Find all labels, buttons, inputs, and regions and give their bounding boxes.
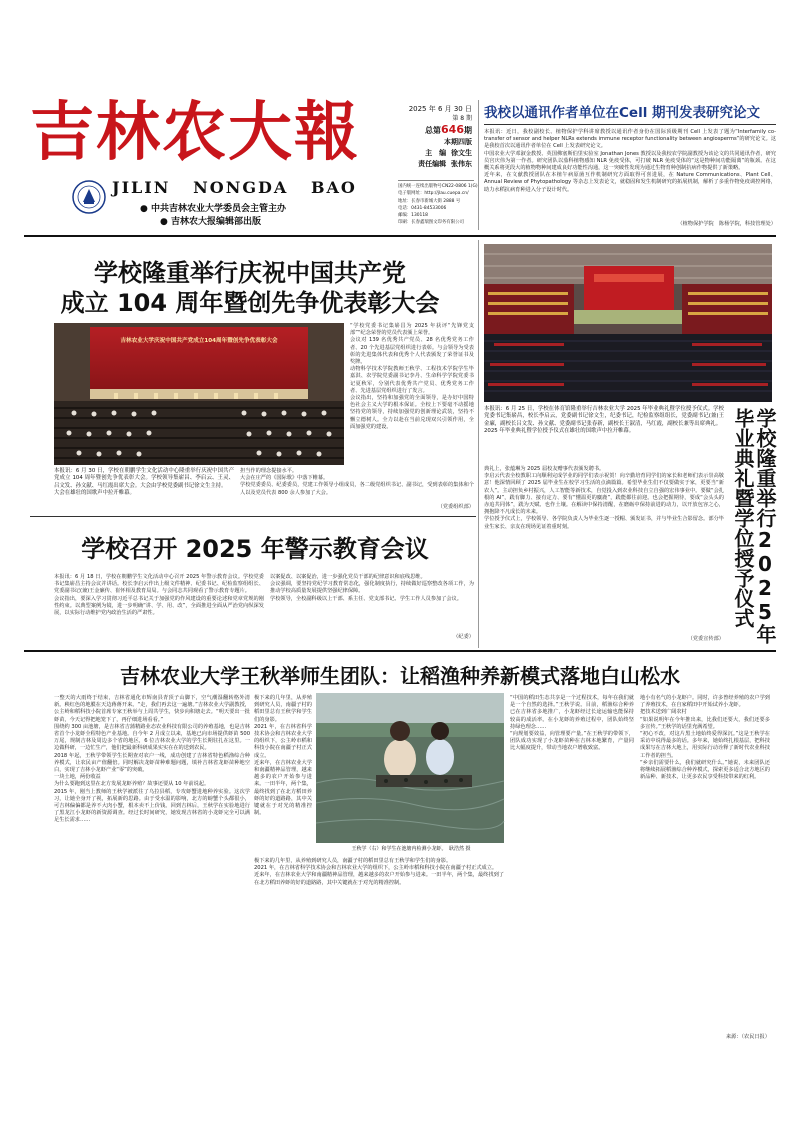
congress-body-right: “学校党委书记集崭昌为 2025 年获评“先锋党支部”“纪念荣誉的党员代表颁上荣誉。 会议对 139 名优秀共产党员、28 名优秀党务工作者、20 个先进基层党组织进行表彰。与会领导为受表彰的先进集体代表和优秀个人代表颁发了荣誉证书及奖牌。 动物科学技术学院教师王秋学、工程技术学院学生毕嘉淇、农学院党委副书记李丹、生命科学学院党委书记夏秋军，分别代表优秀共产党员、优秀党务工作者、先进基层党组织进行了发言。 会议指出，坚持和加强党的全面领导，是办好中国特色社会主义大学的根本保证。全校上下要毫不动摇地坚持党的领导，持续加强党的创新理论武装，坚持不懈立德树人。全力以赴在当前兑现双兴引领作用，全面加强党的建设。 bbox=[350, 323, 474, 430]
fish-body-col2: 极下来的几年里，从养殖到研究人员，南疆子村的稻田里总有王秋学和学生们的身影。 2021 年，在吉林省科学技术协会和吉林农业大学的组织下，公主岭市稻和科技小院在南疆子村正式成立。 近来年，在吉林农业大学和南疆精神品管理，越来越多的农户开始参与进来。一田半年，两个集，最终找到了在北方稻田养虾的好的道路路，其中关键就在于对光的精准控制。 bbox=[254, 695, 312, 817]
publisher-line: 印刷：长春鑫瑞图文印务有限公司 bbox=[398, 220, 464, 226]
issue-duty-editor bbox=[398, 159, 472, 170]
graduation-photo-image bbox=[484, 244, 772, 402]
cell-article-body: 本报讯：近日，我校副校长、植物保护学科讲席教授以通讯作者身份在国际顶级期刊 Cell 上发表了题为“Interfamily co-transfer of sensor and helper NLRs extends immune receptor functionality between angiosperms”的研究论文。这是我校首次以通讯作者单位在 Cell 上发表研究论文。 中国农业大学邓淑金教授、英国佛塞斯伯里实验室 Jonathan Jones 教授以及我校农学院副教授为该论文的共同通讯作者，研究员宫庆伟为第一作者。研究团队以茄科植物感知 NLR 免疫受体，可打破 NLR 免疫受体的“这是物种间功能隔离”的瓶颈。在这概关系将更段大的植物物种间建成良好功能性沟通，这一突破性发现为通过生物育种创制抗病作物提供了新策略。 近年来，在文献教授团队在本植午病原菌互作机制研究方面取得可喜进展，在 Nature Communications、Plant Cell、Annual Review of Phytopathology 等杂志上发表论文，就稳固和发生机制研究的拓展机制，解析了多重作物免疫调控网络，助力水稻抗病育种进入分子设计时代。 bbox=[484, 129, 776, 193]
education-body-right: 以案促改、以案促治，进一步强化党员干部的纪律意识和底线思维。 会议强调，要坚持党纪学习教育常态化，强化制度执行，持续做好巡察整改各项工作，为推动学校高质量发展提供坚强纪律保障。 学校领导，全校副科级以上干部、系主任、党支部书记、学生工作人员参加了会议。 bbox=[270, 574, 474, 602]
issue-editor bbox=[398, 148, 472, 159]
middle-section-rule bbox=[24, 650, 776, 652]
issue-duty-label: 责任编辑 bbox=[418, 160, 447, 168]
congress-headline-1: 学校隆重举行庆祝中国共产党 bbox=[94, 259, 406, 287]
issue-pages: 本期四版 bbox=[444, 138, 472, 146]
fish-body-col4: 地小有名气的小龙虾户。同时，许多曾经养殖的农户学到了养殖技术，在自家稻田中开始试养小龙虾。 把技术送到广阔农村 “如果说明年在今年推出来，比我们还要大，我们还要多多宣传。”王秋学的话里充满希望。 “初心不改，对这片黑土地始终爱得深沉。”这是王秋学在采访中说得最多的话。多年来，她始终扎根基层，把科技成果写在吉林大地上，用实际行动诠释了新时代农业科技工作者的担当。 “乡亲们需要什么，我们就研究什么。”她说，未来团队还将继续拓展稻渔综合种养模式，探索更多适合北方地区的新品种、新技术，让更多农民享受科技带来的红利。 bbox=[640, 695, 770, 781]
cell-article-byline: （植物保护学院 陈杨学院，科技管理处） bbox=[677, 221, 776, 227]
issue-total-unit: 期 bbox=[464, 126, 472, 135]
congress-headline-2: 成立 104 周年暨创先争优表彰大会 bbox=[60, 289, 440, 317]
masthead-column-divider bbox=[478, 100, 479, 230]
graduation-photo bbox=[484, 244, 772, 402]
publisher-line: 国内统一连续出版物号CN22-0806 1(G) bbox=[398, 184, 478, 189]
cell-article-headline: 我校以通讯作者单位在Cell 期刊发表研究论文 bbox=[484, 105, 761, 121]
education-headline: 学校召开 2025 年警示教育会议 bbox=[81, 535, 429, 563]
fish-photo bbox=[316, 693, 504, 843]
issue-date: 2025 年 6 月 30 日 bbox=[408, 105, 472, 113]
masthead-sponsor-1: ● 中共吉林农业大学委员会主管主办 bbox=[140, 204, 286, 214]
masthead-title-text: 吉林农大報 bbox=[30, 95, 360, 170]
issue-edition: 第 8 期 bbox=[452, 115, 472, 122]
congress-photo-banner: 吉林农业大学庆祝中国共产党成立104周年暨创先争优表彰大会 bbox=[120, 338, 278, 344]
education-byline: （纪委） bbox=[453, 634, 474, 640]
issue-editor-label: 主 编 bbox=[425, 149, 447, 157]
congress-byline: （党委组织部） bbox=[437, 504, 474, 510]
masthead-info-divider bbox=[398, 180, 474, 181]
masthead-title bbox=[30, 95, 370, 170]
issue-total-num: 646 bbox=[441, 123, 464, 136]
congress-body-bottom: 担当作的理念提接水平。 大会在庄严的《国际歌》中落下帷幕。 学校党委委员、纪委委员，党建工作领导小组成员，各二级党组织书记、副书记，受到表彰的集体和个人以及党员代表 800 余人参加了大会。 bbox=[240, 468, 474, 496]
fish-body-col2-lower: 极下来的几年里，从养殖到研究人员，南疆子村的稻田里总有王秋学和学生们的身影。 2021 年，在吉林省科学技术协会和吉林农业大学的组织下，公主岭市稻和科技小院在南疆子村正式成立。 近来年，在吉林农业大学和南疆精神品管理，越来越多的农户开始参与进来。一田半年，两个集，最终找到了在北方稻田养虾的好的道路路，其中关键就在于对光的精准控制。 bbox=[254, 858, 504, 886]
publisher-line: 地址：长春市新城大街 2888 号 bbox=[398, 198, 461, 204]
issue-info bbox=[398, 104, 472, 170]
university-emblem-icon bbox=[72, 180, 106, 214]
congress-caption: 本报讯：6 月 30 日，学校在朝鹏学生文化活动中心隆重举行庆祝中国共产党成立 104 周年暨创先争优表彰大会。学校领导集崭昌、李启云、王灵、吕文发、孙文献、马红霞出席大会。大会由学校党委副书记徐文生主持。 大会在雄壮的国歌声中拉开帷幕。 bbox=[54, 468, 234, 497]
graduation-vertical-headline: 学校隆重举行2025年毕业典礼暨学位授予仪式 bbox=[731, 408, 777, 644]
issue-editor-name: 徐文生 bbox=[451, 149, 472, 157]
cell-article bbox=[484, 104, 776, 232]
masthead-bottom-rule bbox=[24, 235, 776, 237]
publisher-info bbox=[398, 183, 476, 227]
education-body: 本报讯：6 月 18 日，学校在朝鹏学生文化活动中心召开 2025 年警示教育会议。学校党委书记集崭昌主持会议并讲话。校长李启云作出上级文件精神、纪委书记、纪检监察组组长、党委副书记(兼)王金廉传、崔怀相及教育局局。与会同志共同观看了警示教育专题片。 会议指出，要深入学习贯彻习近平总书记关于加强党的作风建设的重要论述和党章党规的刚性约束。以典型案例为镜，进一步明确“讲、学、用、改”，全面推进全面从严治党向纵深发展，以实际行动维护党内政治生活的严肃性。 bbox=[54, 574, 264, 617]
fish-photo-caption: 王秋学（右）和学生在池塘内检测小龙虾。 耿浩然 摄 bbox=[351, 846, 471, 852]
issue-duty-name: 张伟东 bbox=[451, 160, 472, 168]
masthead-pinyin: JILIN NONGDA BAO bbox=[112, 178, 357, 197]
fish-photo-image bbox=[316, 693, 504, 843]
issue-total-label: 总第 bbox=[425, 126, 442, 135]
fish-body-col3: “中国的稻田生态共享是一个过程技术，每年在我们就是一个自然的选择。”王秋学说。目前，稻渔综合种养已在吉林省多地推广，小龙虾经过长途运输也能保持较高的成活率。在小龙虾的养殖过程中，团队始终坚持绿色理念…… “向规划要效益，向管理要产量。”在王秋学的带领下，团队成功实现了小龙虾苗种在吉林本地繁育，产量同比大幅度提升，带动当地农户增收致富。 bbox=[510, 695, 634, 752]
fish-byline: 来源：（农民日报） bbox=[725, 1034, 770, 1040]
fish-body-col1: 一整天的大雨终于结束，吉林省通化市辉南县青顶子山脚下，空气潮湿翻转格外清新。秧红色的地膜在天边蒋蒋开来。“走，我们再去这一遍塘。”吉林农业大学副教授，公主岭和稻科技小院首席专家王秋举与上周共学生，快步向积塘走去。“明天要出一批虾苗，今天记得把地笼下了，再仔细进场看看。” 围绕约 300 亩池塘，是吉林省吉蒲精路业态农业科技有限公司的养殖基地，也是吉林省首个小龙虾全程特色产业基地。自今年 2 月成立以来，基地已向市场提供虾苗 500 万尾，规制吉林及周边多个省的地区，6 位吉林农业大学的学生长期驻扎在这里。一边做科研，一边忙生产，他们把最新科研成果实实在在的送到农民。 2018 年起，王秋学带领学生长期查对农户一线，成功创建了吉林省特色稻渔综合种养模式，让农民亩产值翻倍。同时解决龙虾苗种难题问题，填补吉林省龙虾苗种地空白，实现了吉林小龙虾产业“零”的突破。 一块土地，两份收益 为什么要跑到这里在北方发展龙虾养殖？故事还要从 10 年前说起。 2015 年，刚当上教师的王秋学被派往了乌拉县稻，专攻虾蟹进地种养实验。这次学习，让她全身开了视，拓展新的思路。由于受水温的影响，北方的螃蟹个头都很小，可吉林偏偏都是养不大肉小蟹，根本卖不上价钱。回到吉林后，王秋学在实验地进行了黑龙江小龙虾的新资源调查。经过长时间研究，她发现吉林省的小龙虾完全可以满足生长需求…… bbox=[54, 695, 250, 824]
congress-photo bbox=[54, 323, 344, 465]
publisher-line: 邮编：130118 bbox=[398, 213, 428, 219]
masthead-sponsor-2: ● 吉林农大报编辑部出版 bbox=[160, 217, 261, 227]
masthead-emblem bbox=[72, 180, 106, 214]
fish-headline: 吉林农业大学王秋举师生团队：让稻渔种养新模式落地白山松水 bbox=[120, 664, 680, 688]
publisher-line: 电话：0431-84533006 bbox=[398, 205, 447, 211]
graduation-byline: （党委宣传部） bbox=[687, 636, 724, 642]
graduation-body: 典礼上，张蕴琳为 2025 届校友赠事代表颁发聘书。 李启云代表全校教职工向顺利完成学业的同学们表示祝贺！向辛勤培育同学们的家长和老师们表示崇高敬意！他深情回顾了 2025 届毕业生在校学习生活的点滴篇篇。希望毕业生们不仅要做实于家，更要当“新农人”。主动担负乡村振兴，人工智能等新技术，自觉投入到农业科技自立自强的宏伟事业中。要做“会扎根的 AI”，践有脚力、接有定力、要有“懂温更的麋鹿”，践能都往前迎。也会把握期待，要成“会头头的赤追共同体”，践为天赋、也作土壤。在解读中保持清醒，在磨砺中保持前进的动力，以开放包容之心，拥抱降不凡成长的未来。 学位授予仪式上，学校领导、各学院负责人为毕业生逐一授帽、颁发证书，并与毕业生合影留念。部分毕业生家长、亲友在现场见证着重时刻。 bbox=[484, 466, 724, 530]
graduation-column-divider bbox=[478, 240, 479, 648]
issue-total bbox=[398, 123, 472, 137]
cell-article-rule bbox=[484, 124, 776, 125]
publisher-line: 电子版网址：http://jlau.cuepa.cn/ bbox=[398, 191, 469, 197]
graduation-caption: 本报讯：6 月 25 日，学校在体育馆隆重举行吉林农业大学 2025 年毕业典礼暨学位授予仪式。学校党委书记集崭昌，校长李启云，党委副书记徐文生，纪委书记，纪检监察组组长，党委副书记(兼)王金廉，副校长吕文发、孙文献、党委副书记张春新，副校长王淑清，马红霞，副校长兼等出席典礼。 2025 年毕业典礼暨学位授予仪式在雄壮的国歌声中拉开帷幕。 bbox=[484, 406, 724, 435]
congress-bottom-rule bbox=[30, 516, 476, 517]
